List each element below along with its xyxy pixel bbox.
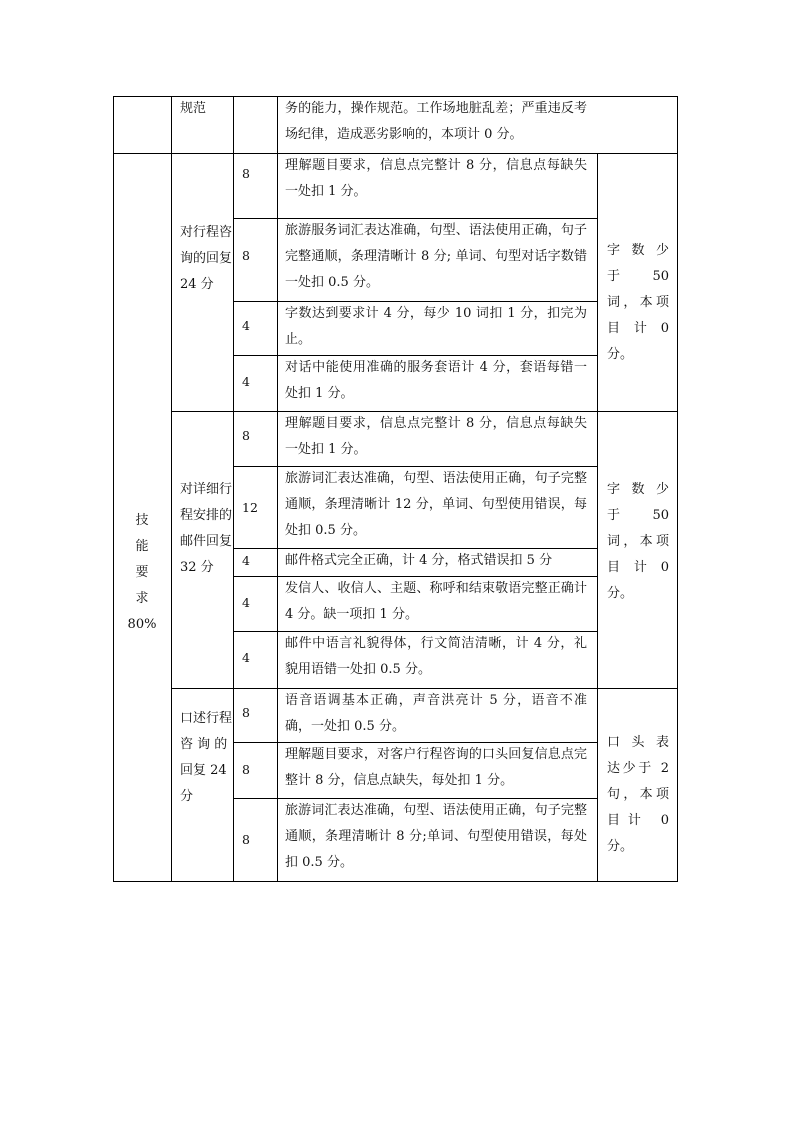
table-right-border <box>677 96 678 882</box>
item-score: 8 <box>242 762 250 777</box>
main-category: 技 能 要 求 80% <box>127 513 157 632</box>
item-score: 8 <box>242 832 250 847</box>
section-note: 字 数 少 于 50 词，本项 目 计 0 分。 <box>607 482 669 601</box>
item-score: 8 <box>242 705 250 720</box>
section-title: 对详细行程安排的邮件回复 32 分 <box>180 482 233 575</box>
item-score: 8 <box>242 166 250 181</box>
item-criterion: 对话中能使用准确的服务套语计 4 分，套语每错一处扣 1 分。 <box>285 360 587 401</box>
item-score: 4 <box>242 553 250 568</box>
criterion-text: 务的能力，操作规范。工作场地脏乱差；严重违反考场纪律，造成恶劣影响的，本项计 0 分。 <box>285 101 587 142</box>
scoring-table <box>113 96 678 882</box>
item-criterion: 旅游服务词汇表达准确，句型、语法使用正确，句子完整通顺，条理清晰计 8 分; 单词、句型对话字数错一处扣 0.5 分。 <box>285 223 587 290</box>
item-score: 4 <box>242 374 250 389</box>
item-criterion: 邮件格式完全正确，计 4 分，格式错误扣 5 分 <box>285 553 553 568</box>
item-score: 8 <box>242 428 250 443</box>
section-title: 口述行程咨 询 的回复 24 分 <box>180 711 233 804</box>
section-title: 对行程咨询的回复 24 分 <box>180 225 233 292</box>
item-criterion: 字数达到要求计 4 分，每少 10 词扣 1 分，扣完为止。 <box>285 306 587 347</box>
table-bottom-border <box>113 881 678 882</box>
section-note: 字 数 少 于 50 词，本项 目 计 0 分。 <box>607 243 669 362</box>
category-label: 规范 <box>180 101 207 116</box>
item-criterion: 理解题目要求，对客户行程咨询的口头回复信息点完整计 8 分，信息点缺失，每处扣 1 分。 <box>285 747 587 788</box>
item-criterion: 理解题目要求，信息点完整计 8 分，信息点每缺失一处扣 1 分。 <box>285 158 587 199</box>
item-score: 4 <box>242 650 250 665</box>
item-criterion: 旅游词汇表达准确，句型、语法使用正确，句子完整通顺，条理清晰计 8 分;单词、句型使用错误，每处扣 0.5 分。 <box>285 803 587 870</box>
item-criterion: 旅游词汇表达准确，句型、语法使用正确，句子完整通顺，条理清晰计 12 分，单词、句型使用错误，每处扣 0.5 分。 <box>285 471 587 538</box>
section-note: 口 头 表 达少于 2 句，本项目计 0 分。 <box>607 735 669 854</box>
item-criterion: 邮件中语言礼貌得体，行文简洁清晰，计 4 分，礼貌用语错一处扣 0.5 分。 <box>285 636 587 677</box>
item-criterion: 语音语调基本正确，声音洪亮计 5 分，语音不准确，一处扣 0.5 分。 <box>285 693 587 734</box>
item-score: 4 <box>242 318 250 333</box>
item-score: 8 <box>242 248 250 263</box>
item-score: 4 <box>242 595 250 610</box>
item-criterion: 发信人、收信人、主题、称呼和结束敬语完整正确计 4 分。缺一项扣 1 分。 <box>285 581 587 622</box>
item-score: 12 <box>242 500 258 515</box>
item-criterion: 理解题目要求，信息点完整计 8 分，信息点每缺失一处扣 1 分。 <box>285 416 587 457</box>
